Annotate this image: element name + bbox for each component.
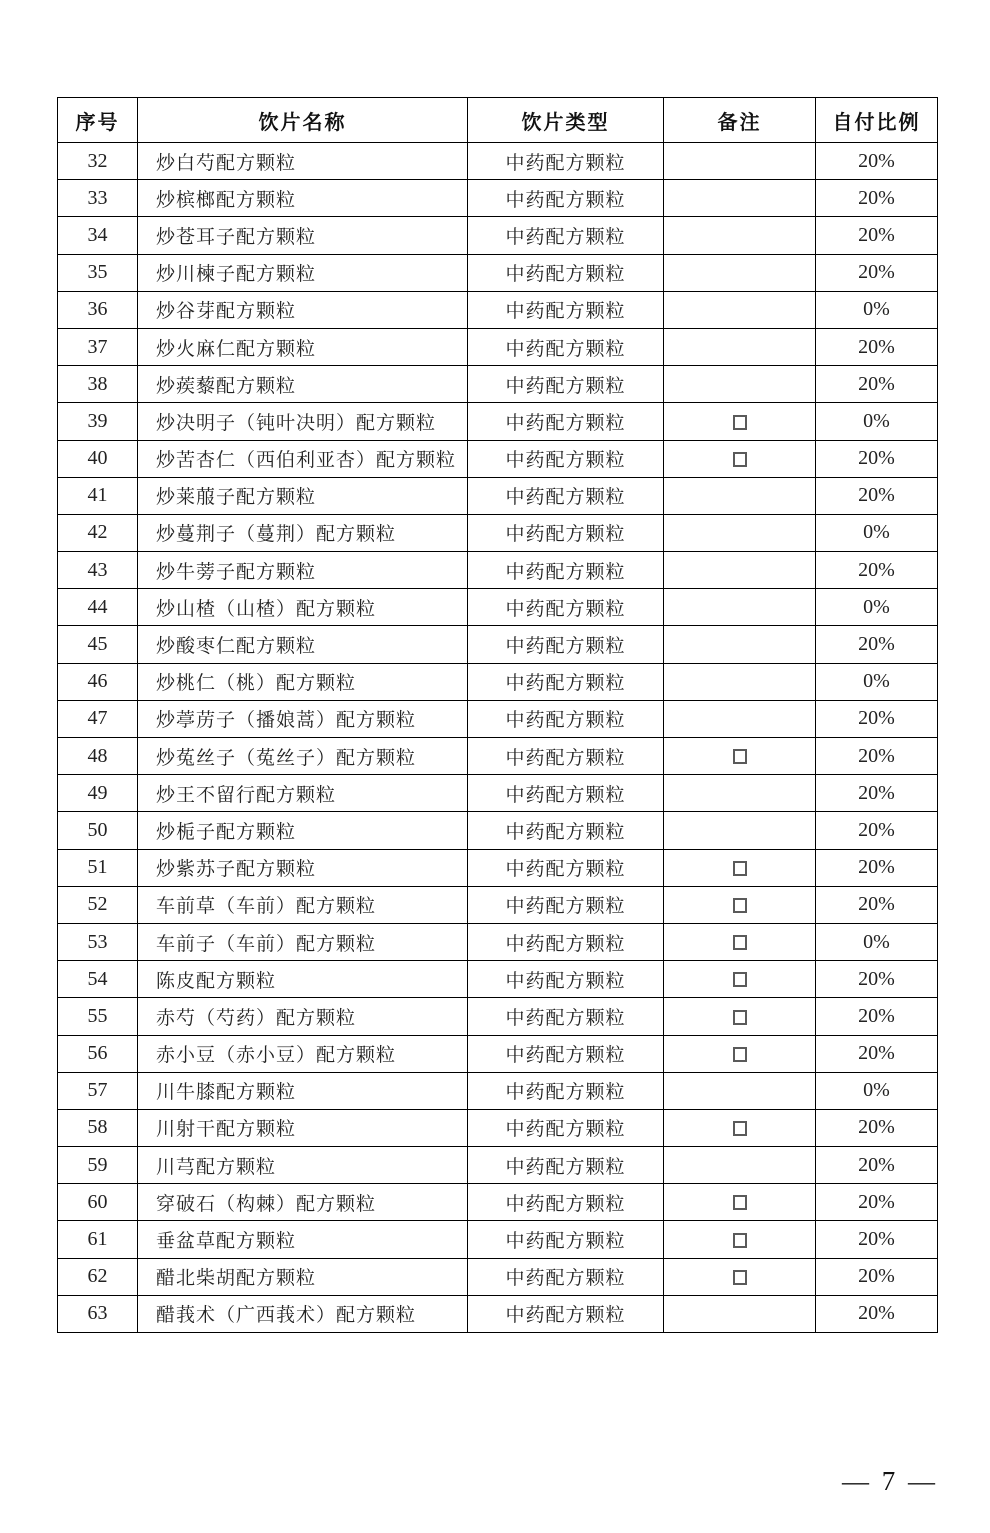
checkbox-icon [733,935,747,950]
remark-cell [664,1221,816,1258]
checkbox-icon [733,415,747,430]
self-pay-ratio: 20% [816,626,938,663]
granule-name: 炒紫苏子配方颗粒 [138,849,468,886]
remark-cell [664,700,816,737]
row-number: 38 [58,366,138,403]
granule-type: 中药配方颗粒 [468,923,664,960]
granule-type: 中药配方颗粒 [468,812,664,849]
row-number: 60 [58,1184,138,1221]
granule-type: 中药配方颗粒 [468,998,664,1035]
granule-type: 中药配方颗粒 [468,552,664,589]
self-pay-ratio: 20% [816,961,938,998]
column-header-name: 饮片名称 [138,98,468,143]
granule-name: 炒王不留行配方颗粒 [138,775,468,812]
row-number: 58 [58,1109,138,1146]
self-pay-ratio: 20% [816,328,938,365]
granule-type: 中药配方颗粒 [468,1295,664,1332]
remark-cell [664,589,816,626]
granule-name: 炒苦杏仁（西伯利亚杏）配方颗粒 [138,440,468,477]
granule-name: 穿破石（构棘）配方颗粒 [138,1184,468,1221]
row-number: 46 [58,663,138,700]
checkbox-icon [733,452,747,467]
remark-cell [664,1035,816,1072]
remark-cell [664,998,816,1035]
granule-name: 炒苍耳子配方颗粒 [138,217,468,254]
granule-name: 炒酸枣仁配方颗粒 [138,626,468,663]
remark-cell [664,514,816,551]
row-number: 34 [58,217,138,254]
remark-cell [664,1258,816,1295]
self-pay-ratio: 20% [816,143,938,180]
column-header-ratio: 自付比例 [816,98,938,143]
table-row [58,1258,938,1295]
table-row [58,143,938,180]
self-pay-ratio: 0% [816,291,938,328]
table-row [58,886,938,923]
self-pay-ratio: 20% [816,366,938,403]
table-row [58,366,938,403]
remark-cell [664,254,816,291]
row-number: 51 [58,849,138,886]
self-pay-ratio: 0% [816,514,938,551]
granule-type: 中药配方颗粒 [468,217,664,254]
table-header-row [58,98,938,143]
row-number: 52 [58,886,138,923]
granule-name: 川牛膝配方颗粒 [138,1072,468,1109]
self-pay-ratio: 20% [816,849,938,886]
granule-name: 炒葶苈子（播娘蒿）配方颗粒 [138,700,468,737]
self-pay-ratio: 0% [816,663,938,700]
table-row [58,775,938,812]
granule-type: 中药配方颗粒 [468,886,664,923]
self-pay-ratio: 20% [816,254,938,291]
granule-name: 川射干配方颗粒 [138,1109,468,1146]
row-number: 48 [58,738,138,775]
granule-name: 炒菟丝子（菟丝子）配方颗粒 [138,738,468,775]
remark-cell [664,180,816,217]
row-number: 57 [58,1072,138,1109]
remark-cell [664,552,816,589]
table-row [58,923,938,960]
granule-name: 醋北柴胡配方颗粒 [138,1258,468,1295]
granule-name: 赤芍（芍药）配方颗粒 [138,998,468,1035]
column-header-remark: 备注 [664,98,816,143]
remark-cell [664,143,816,180]
granule-type: 中药配方颗粒 [468,143,664,180]
column-header-no: 序号 [58,98,138,143]
granule-type: 中药配方颗粒 [468,1035,664,1072]
granule-type: 中药配方颗粒 [468,738,664,775]
table-row [58,1109,938,1146]
row-number: 44 [58,589,138,626]
remark-cell [664,886,816,923]
checkbox-icon [733,861,747,876]
granule-name: 炒谷芽配方颗粒 [138,291,468,328]
granule-type: 中药配方颗粒 [468,1221,664,1258]
remark-cell [664,217,816,254]
table-row [58,700,938,737]
granule-name: 炒莱菔子配方颗粒 [138,477,468,514]
granule-name: 车前子（车前）配方颗粒 [138,923,468,960]
self-pay-ratio: 20% [816,552,938,589]
granule-type: 中药配方颗粒 [468,440,664,477]
granule-type: 中药配方颗粒 [468,180,664,217]
table-row [58,1221,938,1258]
table-row [58,217,938,254]
granule-type: 中药配方颗粒 [468,775,664,812]
granule-type: 中药配方颗粒 [468,254,664,291]
checkbox-icon [733,1047,747,1062]
self-pay-ratio: 20% [816,1258,938,1295]
table-row [58,291,938,328]
remark-cell [664,738,816,775]
checkbox-icon [733,1195,747,1210]
table-row [58,1295,938,1332]
row-number: 41 [58,477,138,514]
column-header-type: 饮片类型 [468,98,664,143]
checkbox-icon [733,972,747,987]
self-pay-ratio: 0% [816,403,938,440]
self-pay-ratio: 20% [816,775,938,812]
self-pay-ratio: 20% [816,1184,938,1221]
self-pay-ratio: 20% [816,700,938,737]
row-number: 61 [58,1221,138,1258]
remark-cell [664,366,816,403]
granule-name: 炒牛蒡子配方颗粒 [138,552,468,589]
self-pay-ratio: 20% [816,812,938,849]
self-pay-ratio: 20% [816,998,938,1035]
table-row [58,849,938,886]
row-number: 39 [58,403,138,440]
granule-type: 中药配方颗粒 [468,366,664,403]
granule-name: 炒蔓荆子（蔓荆）配方颗粒 [138,514,468,551]
granule-type: 中药配方颗粒 [468,403,664,440]
table-row [58,1035,938,1072]
granule-name: 炒山楂（山楂）配方颗粒 [138,589,468,626]
row-number: 43 [58,552,138,589]
row-number: 45 [58,626,138,663]
remark-cell [664,961,816,998]
self-pay-ratio: 20% [816,440,938,477]
remark-cell [664,1109,816,1146]
checkbox-icon [733,749,747,764]
checkbox-icon [733,898,747,913]
granule-name: 炒槟榔配方颗粒 [138,180,468,217]
granule-type: 中药配方颗粒 [468,328,664,365]
granule-type: 中药配方颗粒 [468,589,664,626]
granule-name: 炒栀子配方颗粒 [138,812,468,849]
granule-type: 中药配方颗粒 [468,849,664,886]
table-row [58,403,938,440]
granule-type: 中药配方颗粒 [468,663,664,700]
granule-type: 中药配方颗粒 [468,626,664,663]
row-number: 62 [58,1258,138,1295]
table-row [58,1184,938,1221]
table-row [58,998,938,1035]
self-pay-ratio: 0% [816,1072,938,1109]
self-pay-ratio: 20% [816,1109,938,1146]
row-number: 49 [58,775,138,812]
row-number: 50 [58,812,138,849]
granule-type: 中药配方颗粒 [468,1184,664,1221]
granule-name: 炒川楝子配方颗粒 [138,254,468,291]
granule-name: 炒白芍配方颗粒 [138,143,468,180]
page-number: — 7 — [842,1466,938,1496]
remark-cell [664,626,816,663]
table-row [58,812,938,849]
row-number: 42 [58,514,138,551]
granule-type: 中药配方颗粒 [468,514,664,551]
checkbox-icon [733,1010,747,1025]
granule-type: 中药配方颗粒 [468,961,664,998]
self-pay-ratio: 20% [816,477,938,514]
remark-cell [664,1072,816,1109]
table-row [58,961,938,998]
row-number: 33 [58,180,138,217]
granule-name: 陈皮配方颗粒 [138,961,468,998]
self-pay-ratio: 20% [816,1295,938,1332]
table-row [58,738,938,775]
remark-cell [664,291,816,328]
self-pay-ratio: 20% [816,217,938,254]
remark-cell [664,775,816,812]
self-pay-ratio: 20% [816,1035,938,1072]
table-row [58,180,938,217]
granule-type: 中药配方颗粒 [468,1147,664,1184]
remark-cell [664,1184,816,1221]
granule-name: 炒蒺藜配方颗粒 [138,366,468,403]
granule-type: 中药配方颗粒 [468,477,664,514]
self-pay-ratio: 20% [816,1221,938,1258]
self-pay-ratio: 20% [816,886,938,923]
granule-name: 炒决明子（钝叶决明）配方颗粒 [138,403,468,440]
remark-cell [664,403,816,440]
row-number: 40 [58,440,138,477]
remark-cell [664,923,816,960]
granule-type: 中药配方颗粒 [468,1258,664,1295]
row-number: 59 [58,1147,138,1184]
checkbox-icon [733,1121,747,1136]
granule-type: 中药配方颗粒 [468,291,664,328]
table-row [58,328,938,365]
granule-type: 中药配方颗粒 [468,700,664,737]
row-number: 32 [58,143,138,180]
table-row [58,477,938,514]
row-number: 54 [58,961,138,998]
granule-table [57,97,938,1333]
table-row [58,440,938,477]
granule-type: 中药配方颗粒 [468,1109,664,1146]
remark-cell [664,663,816,700]
remark-cell [664,477,816,514]
row-number: 36 [58,291,138,328]
granule-name: 醋莪术（广西莪术）配方颗粒 [138,1295,468,1332]
granule-name: 川芎配方颗粒 [138,1147,468,1184]
row-number: 63 [58,1295,138,1332]
table-row [58,589,938,626]
table-row [58,626,938,663]
self-pay-ratio: 0% [816,589,938,626]
self-pay-ratio: 0% [816,923,938,960]
row-number: 53 [58,923,138,960]
remark-cell [664,849,816,886]
checkbox-icon [733,1270,747,1285]
row-number: 47 [58,700,138,737]
row-number: 35 [58,254,138,291]
table-body [58,143,938,1333]
self-pay-ratio: 20% [816,738,938,775]
remark-cell [664,328,816,365]
granule-name: 车前草（车前）配方颗粒 [138,886,468,923]
granule-name: 炒桃仁（桃）配方颗粒 [138,663,468,700]
granule-name: 垂盆草配方颗粒 [138,1221,468,1258]
table-row [58,1072,938,1109]
granule-type: 中药配方颗粒 [468,1072,664,1109]
granule-name: 赤小豆（赤小豆）配方颗粒 [138,1035,468,1072]
table-row [58,254,938,291]
table-row [58,663,938,700]
table-row [58,552,938,589]
row-number: 37 [58,328,138,365]
remark-cell [664,812,816,849]
self-pay-ratio: 20% [816,180,938,217]
remark-cell [664,440,816,477]
table-row [58,1147,938,1184]
checkbox-icon [733,1233,747,1248]
row-number: 56 [58,1035,138,1072]
remark-cell [664,1295,816,1332]
granule-name: 炒火麻仁配方颗粒 [138,328,468,365]
self-pay-ratio: 20% [816,1147,938,1184]
table-row [58,514,938,551]
row-number: 55 [58,998,138,1035]
remark-cell [664,1147,816,1184]
